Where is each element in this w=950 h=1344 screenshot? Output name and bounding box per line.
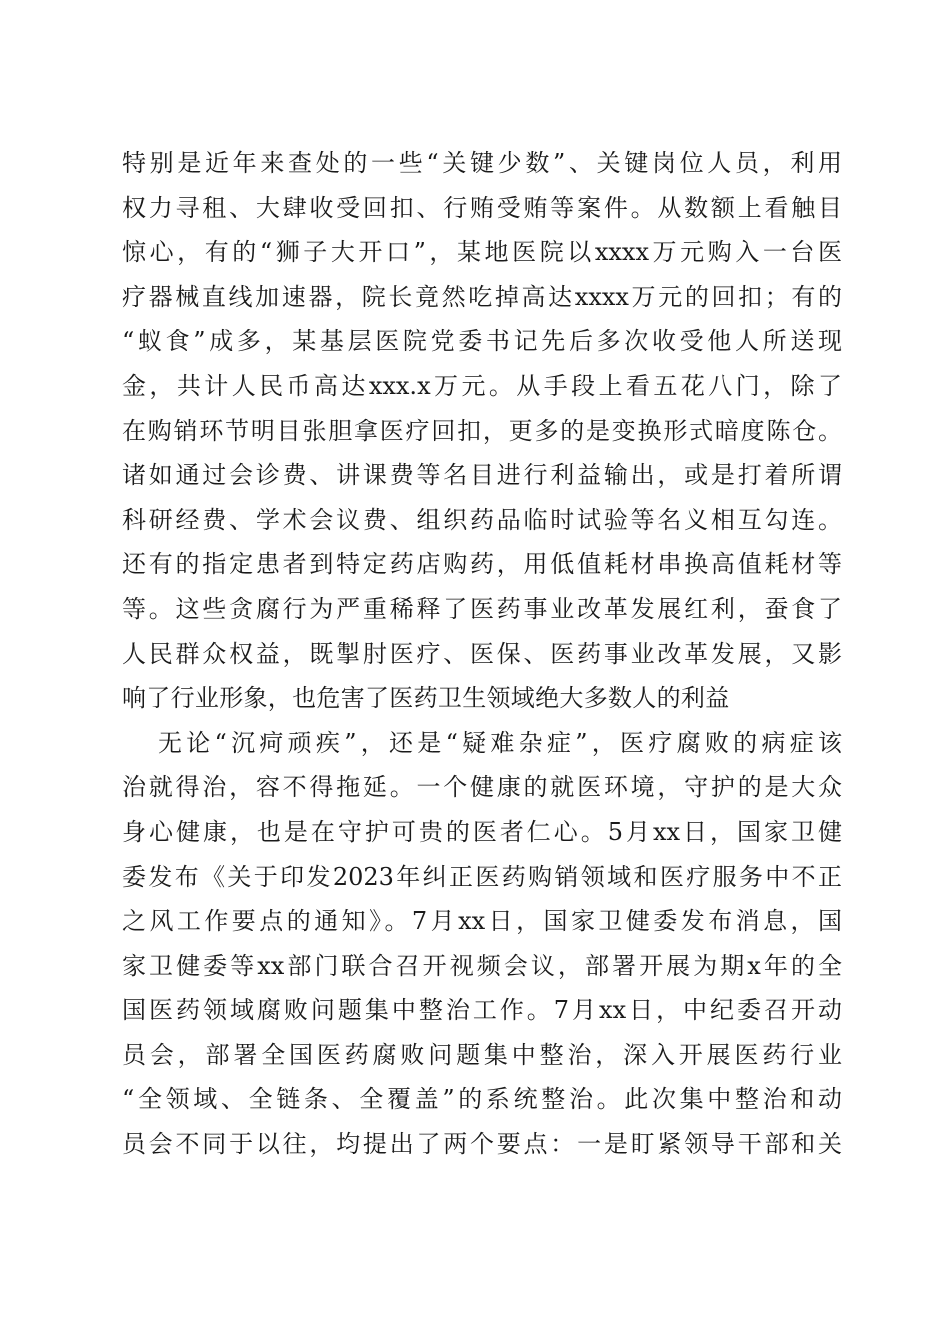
text-line: 治就得治，容不得拖延。一个健康的就医环境，守护的是大众 (122, 773, 842, 802)
text-line: 特别是近年来查处的一些“关键少数”、关键岗位人员，利用 (122, 149, 842, 177)
text-line: 员会不同于以往，均提出了两个要点：一是盯紧领导干部和关 (122, 1130, 842, 1159)
text-line: 无论“沉疴顽疾”，还是“疑难杂症”，医疗腐败的病症该 (158, 728, 842, 757)
text-line: 人民群众权益，既掣肘医疗、医保、医药事业改革发展，又影 (122, 639, 842, 668)
text-line: 委发布《关于印发2023年纠正医药购销领域和医疗服务中不正 (122, 862, 842, 891)
text-line: 响了行业形象，也危害了医药卫生领域绝大多数人的利益 (122, 684, 730, 713)
text-line: 惊心，有的“狮子大开口”，某地医院以xxxx万元购入一台医 (122, 238, 842, 267)
text-line: 疗器械直线加速器，院长竟然吃掉高达xxxx万元的回扣；有的 (122, 282, 842, 311)
text-line: 员会，部署全国医药腐败问题集中整治，深入开展医药行业 (122, 1040, 842, 1069)
body-text (122, 141, 842, 1167)
text-line: “全领域、全链条、全覆盖”的系统整治。此次集中整治和动 (122, 1085, 842, 1114)
text-line: 之风工作要点的通知》。7月xx日，国家卫健委发布消息，国 (122, 907, 842, 936)
text-line: 权力寻租、大肆收受回扣、行贿受贿等案件。从数额上看触目 (122, 193, 842, 222)
text-line: 在购销环节明目张胆拿医疗回扣，更多的是变换形式暗度陈仓。 (122, 416, 842, 445)
text-line: 家卫健委等xx部门联合召开视频会议，部署开展为期x年的全 (122, 951, 842, 980)
text-line: 等。这些贪腐行为严重稀释了医药事业改革发展红利，蚕食了 (122, 594, 842, 623)
text-line: 身心健康，也是在守护可贵的医者仁心。5月xx日，国家卫健 (122, 817, 842, 846)
text-line: 国医药领域腐败问题集中整治工作。7月xx日，中纪委召开动 (122, 996, 842, 1025)
text-line: 科研经费、学术会议费、组织药品临时试验等名义相互勾连。 (122, 505, 842, 534)
text-line: 还有的指定患者到特定药店购药，用低值耗材串换高值耗材等 (122, 550, 842, 579)
text-line: 金，共计人民币高达xxx.x万元。从手段上看五花八门，除了 (122, 371, 842, 400)
text-line: “蚁食”成多，某基层医院党委书记先后多次收受他人所送现 (122, 327, 842, 356)
text-line: 诸如通过会诊费、讲课费等名目进行利益输出，或是打着所谓 (122, 461, 842, 490)
